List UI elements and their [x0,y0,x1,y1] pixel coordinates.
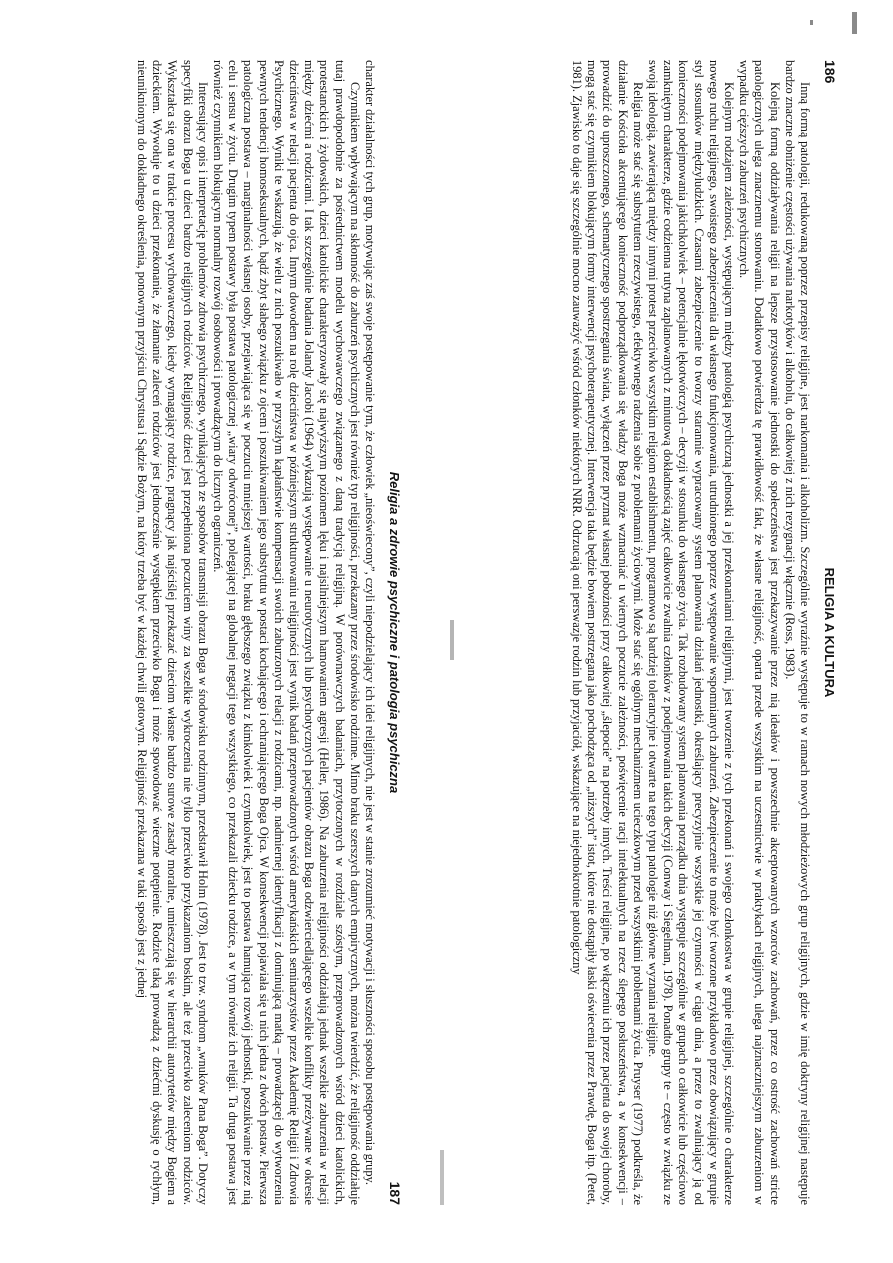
left-page [457,60,840,1205]
page-body [22,60,377,1205]
right-page [22,60,405,1205]
scan-mark [810,20,813,25]
scan-mark [852,12,857,34]
running-head [381,60,405,1205]
page-number: 187 [387,1181,403,1205]
paragraph: charakter działalności tych grup, motywując zaś swoje postępowanie tym, że człowiek „nieoświecony”, czyli niepodzielający ich idei religijnych, nie jest w stanie zrozumieć motywacji i słuszności sposobu postępowania grupy. [363,60,377,1186]
page-body [457,60,812,1205]
page-number: 186 [822,60,838,84]
paragraph: Interesujący opis i interpretację problemów zdrowia psychicznego, wynikających ze sposobów transmisji obrazu Boga w środowisku rodzinnym, przedstawił Holm (1978). Jest to tzw. syndrom „wnuków Pana Boga”. Dotyczy specyfiki obrazu Boga u dzieci bardzo religijnych rodziców. Religijność dzieci jest przepełniona poczuciem winy za wszelkie wykroczenia nie tylko przeciwko przykazaniom boskim, ale też przeciwko zaleceniom rodziców. Wykształca się ona w trakcie procesu wychowawczego, kiedy wymagający rodzice, pragnący jak najściślej przekazać dzieciom własne bardzo surowe zasady moralne, umieszczają się w hierarchii autorytetów między Bogiem a dzieckiem. Wywołuje to u dzieci przekonanie, że złamanie zaleceń rodziców jest jednocześnie występkiem przeciwko Bogu i może spowodować wieczne potępienie. Rodzice taką prowadzą z dziećmi dyskusję o rychłym, nieuniknionym do dokładnego określenia, ponownym przyjściu Chrystusa i Sądzie Bożym, na który trzeba być w każdej chwili gotowym. Religijność przekazana w taki sposób jest z jednej [134,60,210,1205]
gutter-shadow [440,1150,444,1205]
gutter-shadow [450,620,454,660]
running-head-title: RELIGIA A KULTURA [822,567,837,698]
running-head [816,60,840,1205]
paragraph: Inną formą patologii, redukowaną poprzez przepisy religijne, jest narkomania i alkoholizm. Szczególnie wyraźnie występuje to w ramach nowych młodzieżowych grup religijnych, gdzie w imię doktryny religijnej następuje bardzo znaczne obniżenie częstości używania narkotyków i alkoholu, do całkowitej z nich rezygnacji włącznie (Ross, 1983). [782,60,812,1205]
running-head-title: Religia a zdrowie psychiczne i patologia psychiczna [387,471,402,794]
paragraph: Czynnikiem wpływającym na skłonność do zaburzeń psychicznych jest również typ religijności, przekazany przez środowisko rodzinne. Mimo braku szerszych danych empirycznych, można twierdzić, że religijność oddziałuje tutaj prawdopodobnie za pośrednictwem modelu wychowawczego związanego z daną tradycją religijną. W porównawczych badaniach, przytoczonych w rozdziale szóstym, przeprowadzonych wśród dzieci katolickich, protestanckich i żydowskich, dzieci katolickie charakteryzowały się najwyższym poziomem lęku i najsilniejszym hamowaniem agresji (Heller, 1986). Na zaburzenia religijności oddziałują jednak wszelkie zaburzenia w relacji między dziećmi a rodzicami. I tak szczególnie badania Jolandy Jacobi (1964) wykazują występowanie u neurotycznych lub psychotycznych pacjentów obrazu Boga odzwierciedlającego wszelkie konflikty przeżywane w okresie dzieciństwa w relacji pacjenta do ojca. Innym dowodem na rolę dzieciństwa w późniejszym strukturowaniu religijności jest wynik badań przeprowadzonych wśród amerykańskich seminarzystów przez Akademię Religii i Zdrowia Psychicznego. Wyniki te wskazują, że wielu z nich poszukiwało w przyszłym kapłaństwie kompensacji swoich zaburzonych relacji z rodzicami, np. nadmiernej identyfikacji z dominującą matką – prowadzącej do wytworzenia pewnych tendencji homoseksualnych, bądź zbyt słabego związku z ojcem i poszukiwaniem jego substytutu w postaci kochającego i ochraniającego Boga Ojca. W konsekwencji pojawiała się u nich jedna z dwóch postaw. Pierwsza patologiczna postawa – marginalności własnej osoby, przejawiająca się w poczuciu mniejszej wartości, braku głębszego związku z kimkolwiek i czymkolwiek, jest to postawa hamująca rozwój jednostki, poszukiwanie przez nią celu i sensu w życiu. Drugim typem postawy była postawa patologicznej „wiary odwróconej”, polegającej na globalnej negacji tego wszystkiego, co przekazali dziecku rodzice, a w tym również ich religii. Ta druga postawa jest również czynnikiem blokującym normalny rozwój osobowości i prowadzącym do licznych ograniczeń. [210,60,362,1205]
paragraph: Religia może stać się substytutem rzeczywistego, efektywnego radzenia sobie z problemami życiowymi. Może stać się ogólnym mechanizmem ucieczkowym przed wszystkimi problemami życia. Pruyser (1977) podkreśla, że działanie Kościoła akcentującego konieczność podporządkowania się władzy Boga może wzmacniać u wiernych poczucie zależności, poświęcenie racji intelektualnych na rzecz ślepego posłuszeństwa, a w konsekwencji – prowadzić do uproszczonego, schematycznego spostrzegania świata, wyłączeń przez pryzmat własnej pobożności przy całkowitej „ślepocie” na potrzeby innych. Treści religijne, po włączeniu ich przez pacjenta do swojej choroby, mogą stać się czynnikiem blokującym formy interwencji psychoterapeutycznej. Interwencja taka będzie bowiem postrzegana jako pochodząca od „niższych” istot, które nie dostąpiły łaski oświecenia przez Prawdę, Boga itp. (Petet, 1981). Zjawisko to daje się szczególnie mocno zauważyć wśród członków niektórych NRR. Odrzucają oni perswazje rodzin lub przyjaciół, wskazujące na niejednokrotnie patologiczny [569,60,645,1205]
paragraph: Kolejną formą oddziaływania religii na lepsze przystosowanie jednostki do społeczeństwa jest przekazywanie przez nią ideałów i powszechnie akceptowanych wzorców zachowań, przez co ostrość zachowań stricte patologicznych ulega znacznemu stonowaniu. Dodatkowo potwierdza tę prawidłowość fakt, że własne religijność, oparta przede wszystkim na uczestnictwie w praktykach religijnych, ulega najznaczniejszym zaburzeniom w wypadku cięższych zaburzeń psychicznych. [737,60,782,1205]
paragraph: Kolejnym rodzajem zależności, występującym między patologią psychiczną jednostki a jej przekonaniami religijnymi, jest tworzenie z tych przekonań i swojego członkostwa w grupie religijnej, szczególnie o charakterze nowego ruchu religijnego, swoistego zabezpieczenia dla własnego funkcjonowania, utrudnionego poprzez występowanie wspomnianych zaburzeń. Zabezpieczenie to może być tworzone przykładowo przez obowiązujący w grupie styl stosunków międzyludzkich. Czasami zabezpieczenie to tworzy starannie wypracowany system planowania działań jednostki, określający precyzyjnie wszystkie jej czynności w ciągu dnia, a przez to zwalniający ją od konieczności podejmowania jakichkolwiek – potencjalnie lękotwórczych – decyzji w stosunku do własnego życia. Tak rozbudowany system planowania porządku dnia występuje szczególnie w grupach o całkowicie lub częściowo zamkniętym charakterze, gdzie codzienna rutyna zaplanowanych z minutową dokładnością zajęć całkowicie zwalnia członków z podejmowania takich decyzji (Conway i Siegelman, 1978). Ponadto grupy te – często w związku ze swoją ideologią, zawierającą między innymi protest przeciwko wszystkim religiom establishmentu, programowo są bardziej tolerancyjne i otwarte na tego typu patologie niż główne wyznania religijne. [645,60,736,1205]
